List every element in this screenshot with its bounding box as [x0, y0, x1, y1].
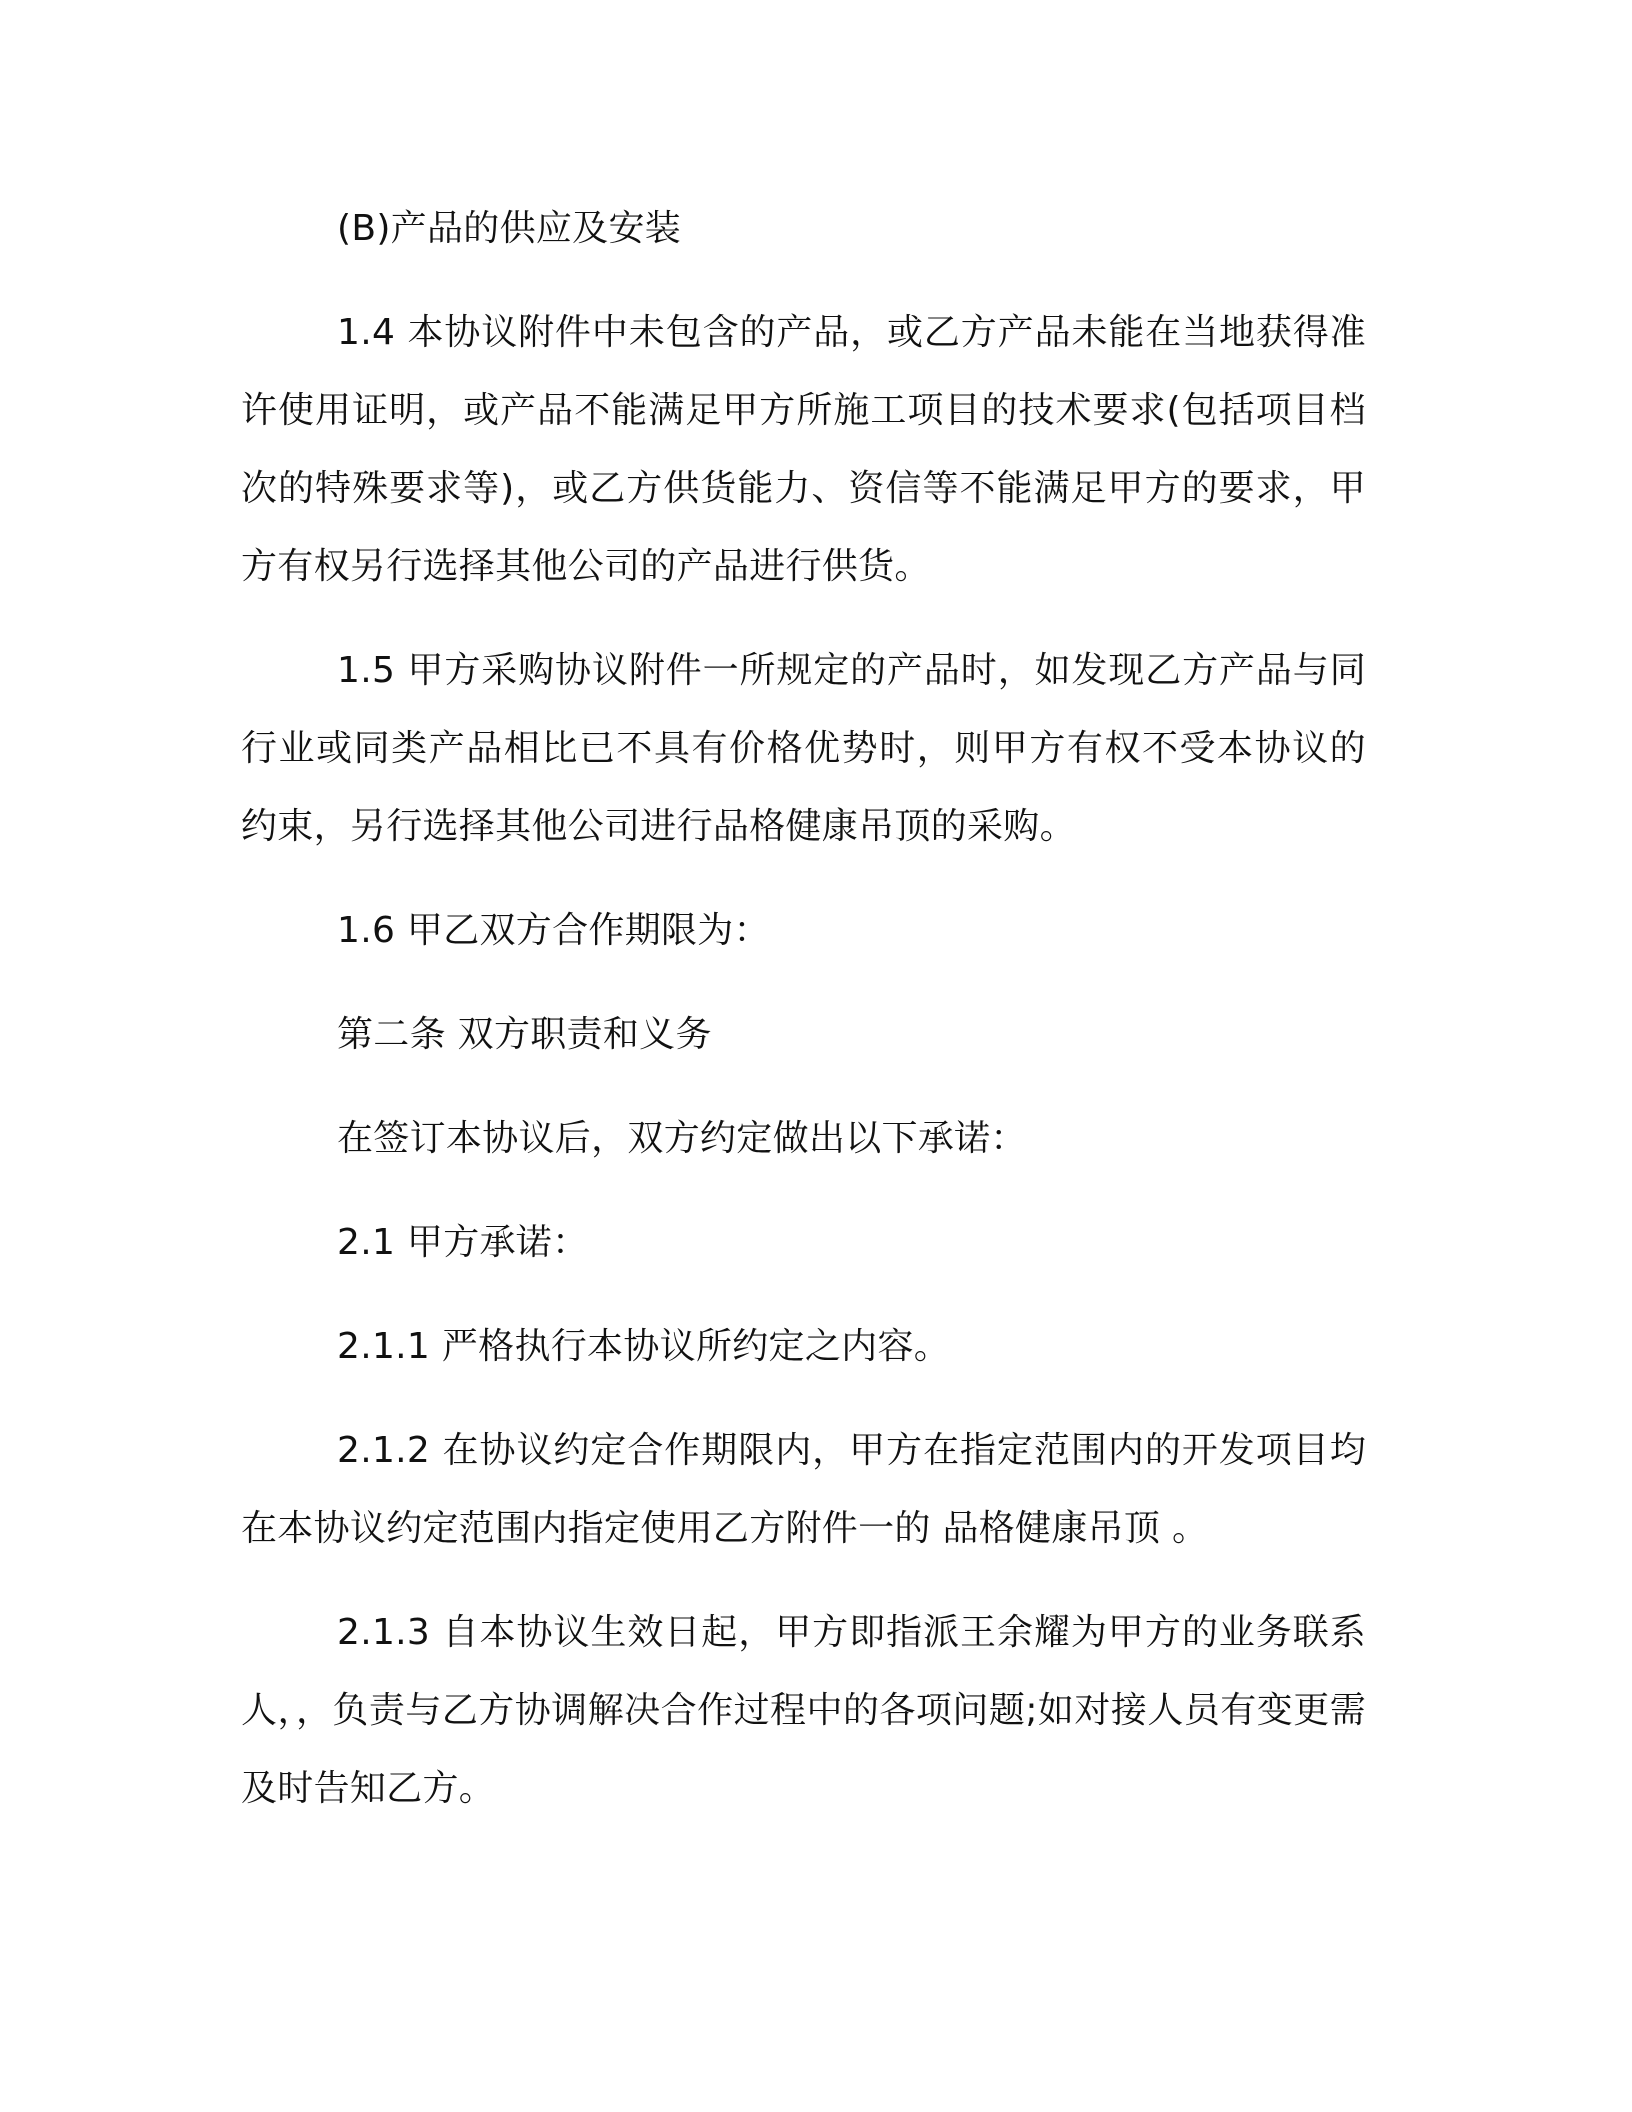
section-b-heading: (B)产品的供应及安装	[337, 208, 682, 249]
clause-1-5: 1.5 甲方采购协议附件一所规定的产品时，如发现乙方产品与同行业或同类产品相比已不具有价格优势时，则甲方有权不受本协议的约束，另行选择其他公司进行品格健康吊顶的采购。	[241, 650, 1366, 847]
clause-2-1-3: 2.1.3 自本协议生效日起，甲方即指派王余耀为甲方的业务联系人，，负责与乙方协调解决合作过程中的各项问题;如对接人员有变更需及时告知乙方。	[241, 1612, 1366, 1809]
document-body	[241, 190, 1366, 1828]
clause-2-1: 2.1 甲方承诺：	[337, 1222, 589, 1263]
commitment-intro: 在签订本协议后，双方约定做出以下承诺：	[337, 1118, 1027, 1159]
clause-1-6: 1.6 甲乙双方合作期限为：	[337, 910, 770, 951]
clause-2-1-1: 2.1.1 严格执行本协议所约定之内容。	[337, 1326, 951, 1367]
article-2-heading: 第二条 双方职责和义务	[337, 1014, 712, 1055]
clause-2-1-2: 2.1.2 在协议约定合作期限内，甲方在指定范围内的开发项目均在本协议约定范围内指定使用乙方附件一的 品格健康吊顶 。	[241, 1430, 1366, 1549]
clause-1-4: 1.4 本协议附件中未包含的产品，或乙方产品未能在当地获得准许使用证明，或产品不能满足甲方所施工项目的技术要求(包括项目档次的特殊要求等)，或乙方供货能力、资信等不能满足甲方的要求，甲方有权另行选择其他公司的产品进行供货。	[241, 312, 1366, 587]
